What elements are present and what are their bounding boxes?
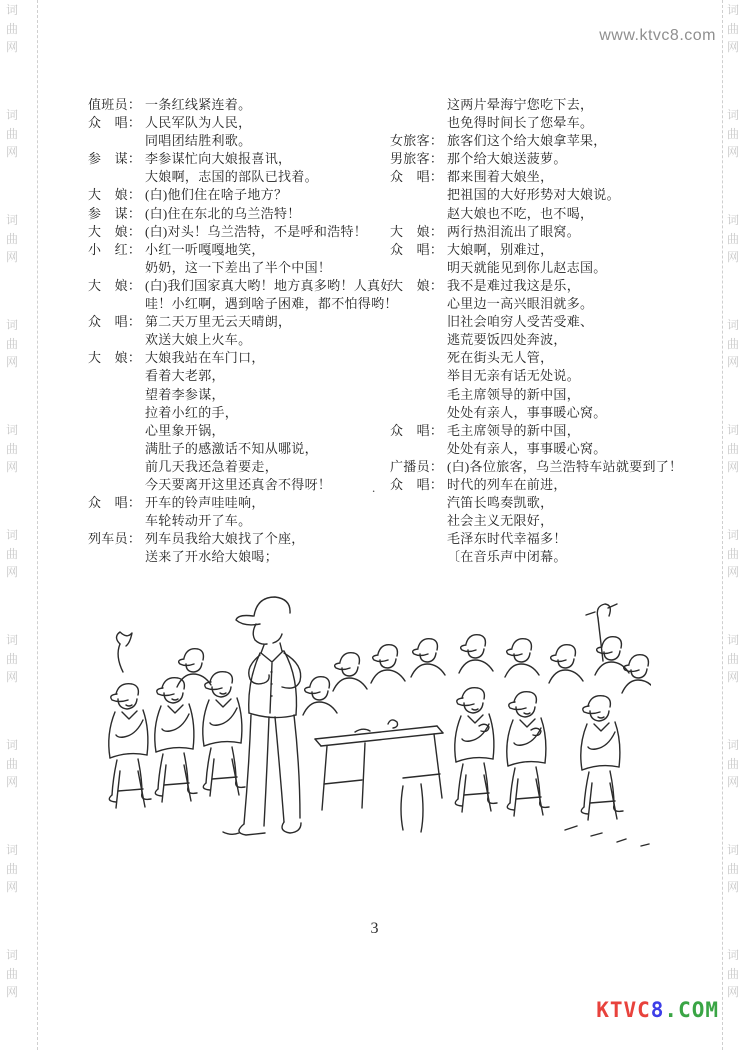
script-line (390, 386, 723, 404)
script-line (88, 241, 390, 259)
script-line (390, 186, 723, 204)
script-line (390, 404, 723, 422)
script-line (88, 186, 390, 204)
watermark-char: 曲 (6, 546, 19, 561)
script-line (390, 440, 723, 458)
script-line (88, 295, 398, 313)
speaker-label (88, 331, 145, 349)
script-line (390, 259, 723, 277)
speaker-label (390, 205, 447, 223)
watermark-char: 词 (727, 843, 740, 857)
line-text: 赵大娘也不吃，也不喝， (447, 205, 594, 221)
speaker-label (390, 313, 447, 331)
line-text: 时代的列车在前进， (447, 476, 567, 492)
speaker-label (88, 259, 145, 277)
line-text: 那个给大娘送菠萝。 (447, 151, 567, 167)
script-line (88, 132, 390, 150)
script-column-right (390, 96, 723, 566)
speaker-label (88, 132, 145, 150)
watermark-left (6, 0, 20, 1050)
watermark-char: 网 (6, 775, 19, 789)
watermark-char: 网 (6, 40, 19, 54)
speaker-label (390, 494, 447, 512)
watermark-char: 曲 (6, 756, 19, 771)
watermark-char: 词 (727, 948, 740, 962)
line-text: 两行热泪流出了眼窝。 (447, 223, 581, 239)
speaker-label: 大 娘： (88, 350, 142, 366)
watermark-char: 网 (727, 145, 740, 159)
script-line (390, 150, 723, 168)
speaker-label: 众 唱： (88, 314, 142, 330)
line-text: 哇！小红啊，遇到啥子困难，都不怕得哟！ (145, 296, 398, 312)
script-line (390, 277, 723, 295)
line-text: 一条红线紧连着。 (145, 97, 252, 112)
line-text: 欢送大娘上火车。 (145, 332, 252, 348)
speaker-label (88, 168, 145, 186)
line-text: 小红一听嘎嘎地笑， (145, 241, 265, 257)
watermark-char: 词 (727, 528, 740, 542)
script-line (88, 494, 390, 512)
speaker-label: 大 娘： (88, 187, 142, 203)
watermark-char: 曲 (6, 651, 19, 666)
script-line (88, 331, 390, 349)
line-text: (白)他们住在啥子地方？ (145, 187, 288, 203)
speaker-label: 大 娘： (390, 223, 444, 239)
line-text: 送来了开水给大娘喝； (145, 549, 279, 565)
watermark-char: 曲 (6, 126, 19, 141)
watermark-char: 网 (727, 775, 740, 789)
line-text: 满肚子的感激话不知从哪说， (145, 440, 318, 456)
line-text: 奶奶，这一下差出了半个中国！ (145, 259, 332, 275)
watermark-right (727, 0, 741, 1050)
watermark-char: 曲 (727, 546, 740, 561)
script-line (390, 168, 723, 186)
watermark-char: 词 (6, 423, 19, 437)
line-text: 旅客们这个给大娘拿苹果， (447, 133, 607, 149)
speaker-label (390, 404, 447, 422)
script-line (88, 530, 390, 548)
speaker-label (390, 530, 447, 548)
script-line (390, 313, 723, 331)
script-line (390, 530, 723, 548)
script-line (390, 114, 723, 132)
speaker-label: 参 谋： (88, 151, 142, 167)
line-text: 大娘啊，别难过， (447, 241, 554, 257)
script-line (88, 367, 390, 385)
script-column-left (88, 96, 398, 566)
line-text: 把祖国的大好形势对大娘说。 (447, 187, 620, 203)
watermark-char: 曲 (727, 336, 740, 351)
watermark-char: 网 (727, 880, 740, 894)
speaker-label: 值班员： (88, 97, 142, 112)
script-line (88, 548, 390, 566)
watermark-char: 词 (6, 528, 19, 542)
speaker-label (88, 295, 145, 313)
speaker-label: 小 红： (88, 241, 142, 257)
logo-8: 8 (650, 998, 665, 1022)
script-line (88, 313, 390, 331)
line-text: 心里边一高兴眼泪就多。 (447, 296, 594, 312)
script-line (390, 512, 723, 530)
speaker-label: 众 唱： (390, 476, 444, 492)
stray-mark: . (372, 480, 376, 495)
script-line (88, 259, 390, 277)
watermark-char: 词 (727, 213, 740, 227)
watermark-char: 词 (727, 318, 740, 332)
line-text: 旧社会咱穷人受苦受难、 (447, 314, 594, 330)
speaker-label: 大 娘： (88, 277, 142, 293)
script-line (88, 404, 390, 422)
line-text: (白)对头！乌兰浩特，不是呼和浩特！ (145, 223, 368, 239)
script-line (88, 150, 390, 168)
line-text: 车轮转动开了车。 (145, 513, 252, 529)
script-line (390, 458, 723, 476)
speaker-label (390, 440, 447, 458)
watermark-char: 词 (6, 213, 19, 227)
script-line (390, 223, 723, 241)
watermark-char: 网 (6, 880, 19, 894)
watermark-char: 网 (6, 565, 19, 579)
script-line (88, 277, 394, 295)
speaker-label (88, 548, 145, 566)
line-text: 也免得时间长了您晕车。 (447, 115, 594, 131)
line-text: 这两片晕海宁您吃下去， (447, 97, 594, 112)
script-line (390, 295, 723, 313)
line-text: (白)住在东北的乌兰浩特！ (145, 205, 301, 221)
script-line (88, 168, 390, 186)
line-text: 〔在音乐声中闭幕。 (447, 549, 567, 565)
watermark-char: 网 (6, 460, 19, 474)
logo-com: .COM (664, 998, 719, 1022)
speaker-label: 列车员： (88, 531, 142, 547)
line-text: 逃荒要饭四处奔波， (447, 332, 567, 348)
script-line (88, 512, 390, 530)
speaker-label (390, 386, 447, 404)
speaker-label: 众 唱： (390, 241, 444, 257)
speaker-label: 大 娘： (88, 223, 142, 239)
line-text: 大娘啊，志国的部队已找着。 (145, 169, 318, 185)
watermark-char: 网 (727, 985, 740, 999)
watermark-char: 词 (6, 318, 19, 332)
script-line (88, 476, 390, 494)
script-line (390, 349, 723, 367)
speaker-label: 众 唱： (88, 495, 142, 511)
watermark-char: 词 (727, 423, 740, 437)
train-scene-drawing (103, 586, 651, 856)
line-text: 拉着小红的手， (145, 404, 239, 420)
line-text: 毛主席领导的新中国， (447, 386, 581, 402)
line-text: (白)各位旅客，乌兰浩特车站就要到了！ (447, 458, 683, 474)
line-text: 前几天我还急着要走， (145, 458, 279, 474)
script-line (390, 422, 723, 440)
script-line (88, 223, 390, 241)
watermark-char: 词 (6, 3, 19, 17)
watermark-char: 词 (727, 108, 740, 122)
speaker-label (88, 367, 145, 385)
watermark-char: 网 (727, 460, 740, 474)
speaker-label: 众 唱： (390, 422, 444, 438)
speaker-label (88, 458, 145, 476)
watermark-char: 网 (6, 145, 19, 159)
line-text: 人民军队为人民， (145, 115, 252, 131)
watermark-char: 曲 (6, 861, 19, 876)
speaker-label: 众 唱： (390, 169, 444, 185)
speaker-label: 男旅客： (390, 151, 444, 167)
watermark-char: 曲 (727, 861, 740, 876)
script-line (390, 331, 723, 349)
script-line (390, 132, 723, 150)
watermark-char: 曲 (6, 441, 19, 456)
speaker-label (88, 386, 145, 404)
speaker-label (88, 404, 145, 422)
watermark-char: 网 (727, 565, 740, 579)
script-line (88, 458, 390, 476)
line-text: 心里象开锅， (145, 422, 225, 438)
line-text: 李参谋忙向大娘报喜讯， (145, 151, 292, 167)
speaker-label (390, 367, 447, 385)
footer-logo (596, 998, 719, 1022)
watermark-char: 网 (6, 355, 19, 369)
script-line (88, 114, 390, 132)
watermark-char: 网 (727, 250, 740, 264)
line-text: 列车员我给大娘找了个座， (145, 531, 305, 547)
watermark-char: 网 (6, 985, 19, 999)
line-text: 开车的铃声哇哇响， (145, 495, 265, 511)
line-text: 社会主义无限好， (447, 513, 554, 529)
line-text: 举目无亲有话无处说。 (447, 368, 581, 384)
line-text: 死在街头无人管， (447, 350, 554, 366)
watermark-char: 网 (6, 670, 19, 684)
speaker-label (390, 96, 447, 114)
speaker-label: 大 娘： (390, 277, 444, 293)
line-text: 大娘我站在车门口， (145, 350, 265, 366)
line-text: 今天要离开这里还真舍不得呀！ (145, 476, 332, 492)
line-text: 都来围着大娘坐， (447, 169, 554, 185)
speaker-label (88, 476, 145, 494)
speaker-label (390, 512, 447, 530)
line-text: (白)我们国家真大哟！地方真多哟！人真好 (145, 277, 394, 293)
script-line (88, 96, 390, 114)
script-line (390, 476, 723, 494)
line-text: 同唱团结胜利歌。 (145, 133, 252, 149)
watermark-char: 曲 (727, 651, 740, 666)
watermark-char: 曲 (6, 231, 19, 246)
speaker-label: 广播员： (390, 458, 444, 474)
line-text: 看着大老郭， (145, 368, 225, 384)
page-number: 3 (370, 920, 379, 937)
watermark-char: 曲 (727, 231, 740, 246)
watermark-char: 词 (727, 633, 740, 647)
speaker-label (88, 422, 145, 440)
line-text: 汽笛长鸣奏凯歌， (447, 495, 554, 511)
watermark-char: 曲 (6, 21, 19, 36)
script-line (390, 548, 723, 566)
line-text: 毛泽东时代幸福多！ (447, 531, 567, 547)
line-text: 望着李参谋， (145, 386, 225, 402)
watermark-char: 曲 (727, 441, 740, 456)
script-line (390, 367, 723, 385)
watermark-char: 词 (6, 738, 19, 752)
logo-ktvc: KTVC (596, 998, 651, 1022)
watermark-char: 词 (727, 3, 740, 17)
script-line (88, 349, 390, 367)
line-text: 我不是难过我这是乐， (447, 277, 581, 293)
watermark-char: 曲 (6, 966, 19, 981)
script-line (390, 96, 723, 114)
speaker-label (390, 349, 447, 367)
speaker-label (390, 114, 447, 132)
watermark-char: 网 (727, 355, 740, 369)
speaker-label (390, 259, 447, 277)
watermark-char: 网 (727, 670, 740, 684)
watermark-char: 曲 (727, 21, 740, 36)
line-text: 毛主席领导的新中国， (447, 422, 581, 438)
watermark-char: 词 (6, 948, 19, 962)
watermark-char: 词 (6, 633, 19, 647)
script-line (390, 241, 723, 259)
speaker-label: 女旅客： (390, 133, 444, 149)
left-dashed-rule (37, 0, 38, 1050)
speaker-label: 参 谋： (88, 205, 142, 221)
watermark-char: 曲 (727, 126, 740, 141)
watermark-char: 词 (6, 108, 19, 122)
illustration-train-scene (103, 586, 651, 856)
watermark-char: 词 (727, 738, 740, 752)
site-url-watermark: www.ktvc8.com (599, 27, 716, 44)
script-line (88, 422, 390, 440)
speaker-label (390, 331, 447, 349)
line-text: 明天就能见到你儿赵志国。 (447, 259, 607, 275)
speaker-label: 众 唱： (88, 115, 142, 131)
script-line (88, 440, 390, 458)
script-line (390, 205, 723, 223)
watermark-char: 曲 (6, 336, 19, 351)
speaker-label (390, 295, 447, 313)
line-text: 第二天万里无云天晴朗， (145, 314, 292, 330)
watermark-char: 曲 (727, 966, 740, 981)
line-text: 处处有亲人，事事暖心窝。 (447, 440, 607, 456)
watermark-char: 曲 (727, 756, 740, 771)
watermark-char: 网 (727, 40, 740, 54)
speaker-label (390, 548, 447, 566)
script-line (390, 494, 723, 512)
speaker-label (88, 440, 145, 458)
speaker-label (88, 512, 145, 530)
script-line (88, 386, 390, 404)
watermark-char: 词 (6, 843, 19, 857)
line-text: 处处有亲人，事事暖心窝。 (447, 404, 607, 420)
watermark-char: 网 (6, 250, 19, 264)
script-line (88, 205, 390, 223)
speaker-label (390, 186, 447, 204)
